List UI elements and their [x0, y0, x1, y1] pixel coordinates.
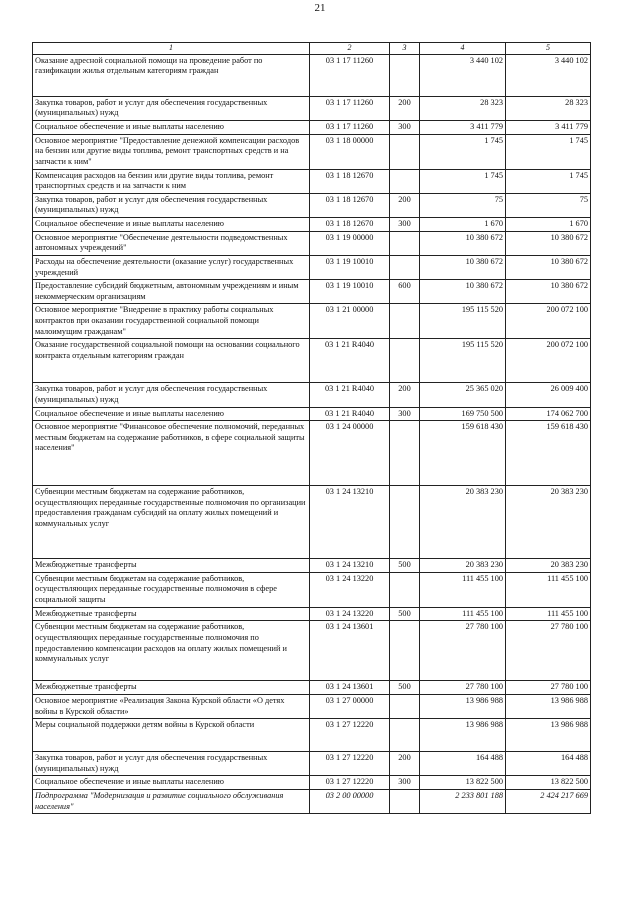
row-type: 300 [390, 121, 420, 135]
row-value-1: 75 [420, 193, 506, 217]
table-row [33, 486, 591, 559]
row-code: 03 1 18 00000 [310, 134, 390, 169]
row-value-2: 10 380 672 [506, 280, 591, 304]
row-name: Социальное обеспечение и иные выплаты населению [33, 121, 310, 135]
row-value-2: 174 062 700 [506, 407, 591, 421]
row-value-2: 20 383 230 [506, 559, 591, 573]
header-col-4: 4 [420, 43, 506, 55]
row-value-1: 10 380 672 [420, 280, 506, 304]
row-type: 200 [390, 383, 420, 407]
table-row [33, 559, 591, 573]
table-row [33, 776, 591, 790]
row-name: Межбюджетные трансферты [33, 559, 310, 573]
row-type [390, 339, 420, 383]
row-value-1: 13 986 988 [420, 719, 506, 752]
row-value-1: 2 233 801 188 [420, 790, 506, 814]
row-name: Закупка товаров, работ и услуг для обеспечения государственных (муниципальных) нужд [33, 193, 310, 217]
row-code: 03 1 21 R4040 [310, 383, 390, 407]
table-row [33, 96, 591, 120]
row-name: Социальное обеспечение и иные выплаты населению [33, 776, 310, 790]
row-code: 03 1 24 00000 [310, 421, 390, 486]
row-type: 300 [390, 776, 420, 790]
row-value-1: 13 986 988 [420, 694, 506, 718]
table-row [33, 752, 591, 776]
table-row [33, 193, 591, 217]
row-type [390, 169, 420, 193]
row-name: Расходы на обеспечение деятельности (оказание услуг) государственных учреждений [33, 255, 310, 279]
row-value-1: 1 670 [420, 218, 506, 232]
row-name: Оказание адресной социальной помощи на проведение работ по газификации жилья отдельным категориям граждан [33, 54, 310, 96]
row-code: 03 1 24 13210 [310, 559, 390, 573]
row-value-2: 2 424 217 669 [506, 790, 591, 814]
row-value-1: 10 380 672 [420, 231, 506, 255]
header-col-5: 5 [506, 43, 591, 55]
row-type [390, 231, 420, 255]
row-value-2: 75 [506, 193, 591, 217]
table-row [33, 572, 591, 607]
row-value-1: 13 822 500 [420, 776, 506, 790]
row-code: 03 1 24 13210 [310, 486, 390, 559]
row-value-2: 111 455 100 [506, 572, 591, 607]
table-row [33, 421, 591, 486]
row-name: Подпрограмма "Модернизация и развитие социального обслуживания населения" [33, 790, 310, 814]
row-value-2: 20 383 230 [506, 486, 591, 559]
row-name: Основное мероприятие "Обеспечение деятельности подведомственных автономных учреждений" [33, 231, 310, 255]
row-code: 03 1 24 13601 [310, 621, 390, 681]
row-type: 500 [390, 607, 420, 621]
row-code: 03 1 19 10010 [310, 280, 390, 304]
row-name: Компенсация расходов на бензин или другие виды топлива, ремонт транспортных средств и на запчасти к ним [33, 169, 310, 193]
row-value-2: 27 780 100 [506, 681, 591, 695]
row-value-2: 13 822 500 [506, 776, 591, 790]
table-row [33, 790, 591, 814]
row-name: Межбюджетные трансферты [33, 681, 310, 695]
row-code: 03 1 24 13220 [310, 572, 390, 607]
row-type [390, 486, 420, 559]
row-value-1: 20 383 230 [420, 486, 506, 559]
row-value-2: 1 745 [506, 169, 591, 193]
row-value-1: 27 780 100 [420, 681, 506, 695]
row-value-1: 25 365 020 [420, 383, 506, 407]
row-type [390, 255, 420, 279]
row-name: Субвенции местным бюджетам на содержание работников, осуществляющих переданные государственные полномочия по предоставлению компенсации расходов на оплату жилых помещений и коммунальных услуг [33, 621, 310, 681]
page-number: 21 [314, 2, 326, 14]
row-code: 03 1 17 11260 [310, 54, 390, 96]
row-code: 03 1 19 00000 [310, 231, 390, 255]
row-code: 03 1 24 13601 [310, 681, 390, 695]
row-value-2: 10 380 672 [506, 255, 591, 279]
row-name: Основное мероприятие «Реализация Закона Курской области «О детях войны в Курской области» [33, 694, 310, 718]
header-col-3: 3 [390, 43, 420, 55]
table-row [33, 339, 591, 383]
row-code: 03 1 19 10010 [310, 255, 390, 279]
budget-table [32, 42, 591, 814]
row-value-1: 1 745 [420, 134, 506, 169]
row-name: Меры социальной поддержки детям войны в Курской области [33, 719, 310, 752]
table-row [33, 121, 591, 135]
table-row [33, 218, 591, 232]
table-row [33, 255, 591, 279]
row-name: Основное мероприятие "Внедрение в практику работы социальных контрактов при оказании государственной социальной помощи малоимущим гражданам" [33, 304, 310, 339]
row-type: 200 [390, 96, 420, 120]
row-code: 03 1 27 12220 [310, 752, 390, 776]
row-name: Оказание государственной социальной помощи на основании социального контракта отдельным категориям граждан [33, 339, 310, 383]
row-value-2: 1 745 [506, 134, 591, 169]
row-name: Предоставление субсидий бюджетным, автономным учреждениям и иным некоммерческим организациям [33, 280, 310, 304]
row-value-1: 10 380 672 [420, 255, 506, 279]
row-type [390, 694, 420, 718]
row-type [390, 572, 420, 607]
header-col-1: 1 [33, 43, 310, 55]
row-name: Основное мероприятие "Финансовое обеспечение полномочий, переданных местным бюджетам на содержание работников, в сфере социальной защиты населения" [33, 421, 310, 486]
row-value-1: 27 780 100 [420, 621, 506, 681]
row-type: 300 [390, 407, 420, 421]
row-code: 03 1 21 00000 [310, 304, 390, 339]
table-header-row [33, 43, 591, 55]
row-code: 03 1 27 12220 [310, 776, 390, 790]
row-value-1: 3 411 779 [420, 121, 506, 135]
row-type [390, 134, 420, 169]
row-value-1: 111 455 100 [420, 572, 506, 607]
row-value-2: 3 411 779 [506, 121, 591, 135]
row-code: 03 1 18 12670 [310, 218, 390, 232]
row-value-2: 200 072 100 [506, 339, 591, 383]
row-name: Субвенции местным бюджетам на содержание работников, осуществляющих переданные государственные полномочия в сфере социальной защиты [33, 572, 310, 607]
row-value-2: 1 670 [506, 218, 591, 232]
row-code: 03 1 17 11260 [310, 121, 390, 135]
row-value-2: 13 986 988 [506, 719, 591, 752]
row-name: Закупка товаров, работ и услуг для обеспечения государственных (муниципальных) нужд [33, 383, 310, 407]
row-code: 03 1 17 11260 [310, 96, 390, 120]
table-row [33, 280, 591, 304]
row-value-1: 28 323 [420, 96, 506, 120]
row-value-1: 20 383 230 [420, 559, 506, 573]
row-value-2: 13 986 988 [506, 694, 591, 718]
row-type: 500 [390, 681, 420, 695]
row-name: Закупка товаров, работ и услуг для обеспечения государственных (муниципальных) нужд [33, 96, 310, 120]
table-row [33, 383, 591, 407]
table-row [33, 694, 591, 718]
row-value-2: 27 780 100 [506, 621, 591, 681]
table-row [33, 134, 591, 169]
row-value-2: 111 455 100 [506, 607, 591, 621]
row-value-1: 164 488 [420, 752, 506, 776]
row-name: Основное мероприятие "Предоставление денежной компенсации расходов на бензин или другие виды топлива, ремонт транспортных средств и на запчасти к ним" [33, 134, 310, 169]
row-code: 03 1 24 13220 [310, 607, 390, 621]
row-type [390, 621, 420, 681]
table-row [33, 407, 591, 421]
row-value-1: 1 745 [420, 169, 506, 193]
row-name: Субвенции местным бюджетам на содержание работников, осуществляющих переданные государственные полномочия по организации предоставления гражданам субсидий на оплату жилых помещений и коммунальных услуг [33, 486, 310, 559]
row-code: 03 1 18 12670 [310, 193, 390, 217]
row-value-1: 111 455 100 [420, 607, 506, 621]
row-code: 03 1 27 12220 [310, 719, 390, 752]
row-name: Закупка товаров, работ и услуг для обеспечения государственных (муниципальных) нужд [33, 752, 310, 776]
row-value-2: 3 440 102 [506, 54, 591, 96]
row-code: 03 1 21 R4040 [310, 407, 390, 421]
row-type [390, 790, 420, 814]
row-type [390, 54, 420, 96]
row-code: 03 1 27 00000 [310, 694, 390, 718]
row-type: 500 [390, 559, 420, 573]
row-value-1: 159 618 430 [420, 421, 506, 486]
table-row [33, 719, 591, 752]
row-value-2: 28 323 [506, 96, 591, 120]
row-code: 03 1 21 R4040 [310, 339, 390, 383]
row-type: 200 [390, 193, 420, 217]
row-type: 200 [390, 752, 420, 776]
row-value-1: 195 115 520 [420, 339, 506, 383]
row-name: Межбюджетные трансферты [33, 607, 310, 621]
header-col-2: 2 [310, 43, 390, 55]
row-value-2: 200 072 100 [506, 304, 591, 339]
table-row [33, 169, 591, 193]
table-row [33, 621, 591, 681]
row-type [390, 421, 420, 486]
table-row [33, 231, 591, 255]
row-value-1: 195 115 520 [420, 304, 506, 339]
row-name: Социальное обеспечение и иные выплаты населению [33, 218, 310, 232]
row-type [390, 304, 420, 339]
row-value-2: 164 488 [506, 752, 591, 776]
row-value-2: 159 618 430 [506, 421, 591, 486]
row-value-1: 169 750 500 [420, 407, 506, 421]
table-row [33, 607, 591, 621]
table-row [33, 54, 591, 96]
row-type: 300 [390, 218, 420, 232]
row-code: 03 2 00 00000 [310, 790, 390, 814]
row-type: 600 [390, 280, 420, 304]
row-type [390, 719, 420, 752]
table-row [33, 681, 591, 695]
row-value-1: 3 440 102 [420, 54, 506, 96]
table-row [33, 304, 591, 339]
row-code: 03 1 18 12670 [310, 169, 390, 193]
row-value-2: 10 380 672 [506, 231, 591, 255]
row-name: Социальное обеспечение и иные выплаты населению [33, 407, 310, 421]
row-value-2: 26 009 400 [506, 383, 591, 407]
